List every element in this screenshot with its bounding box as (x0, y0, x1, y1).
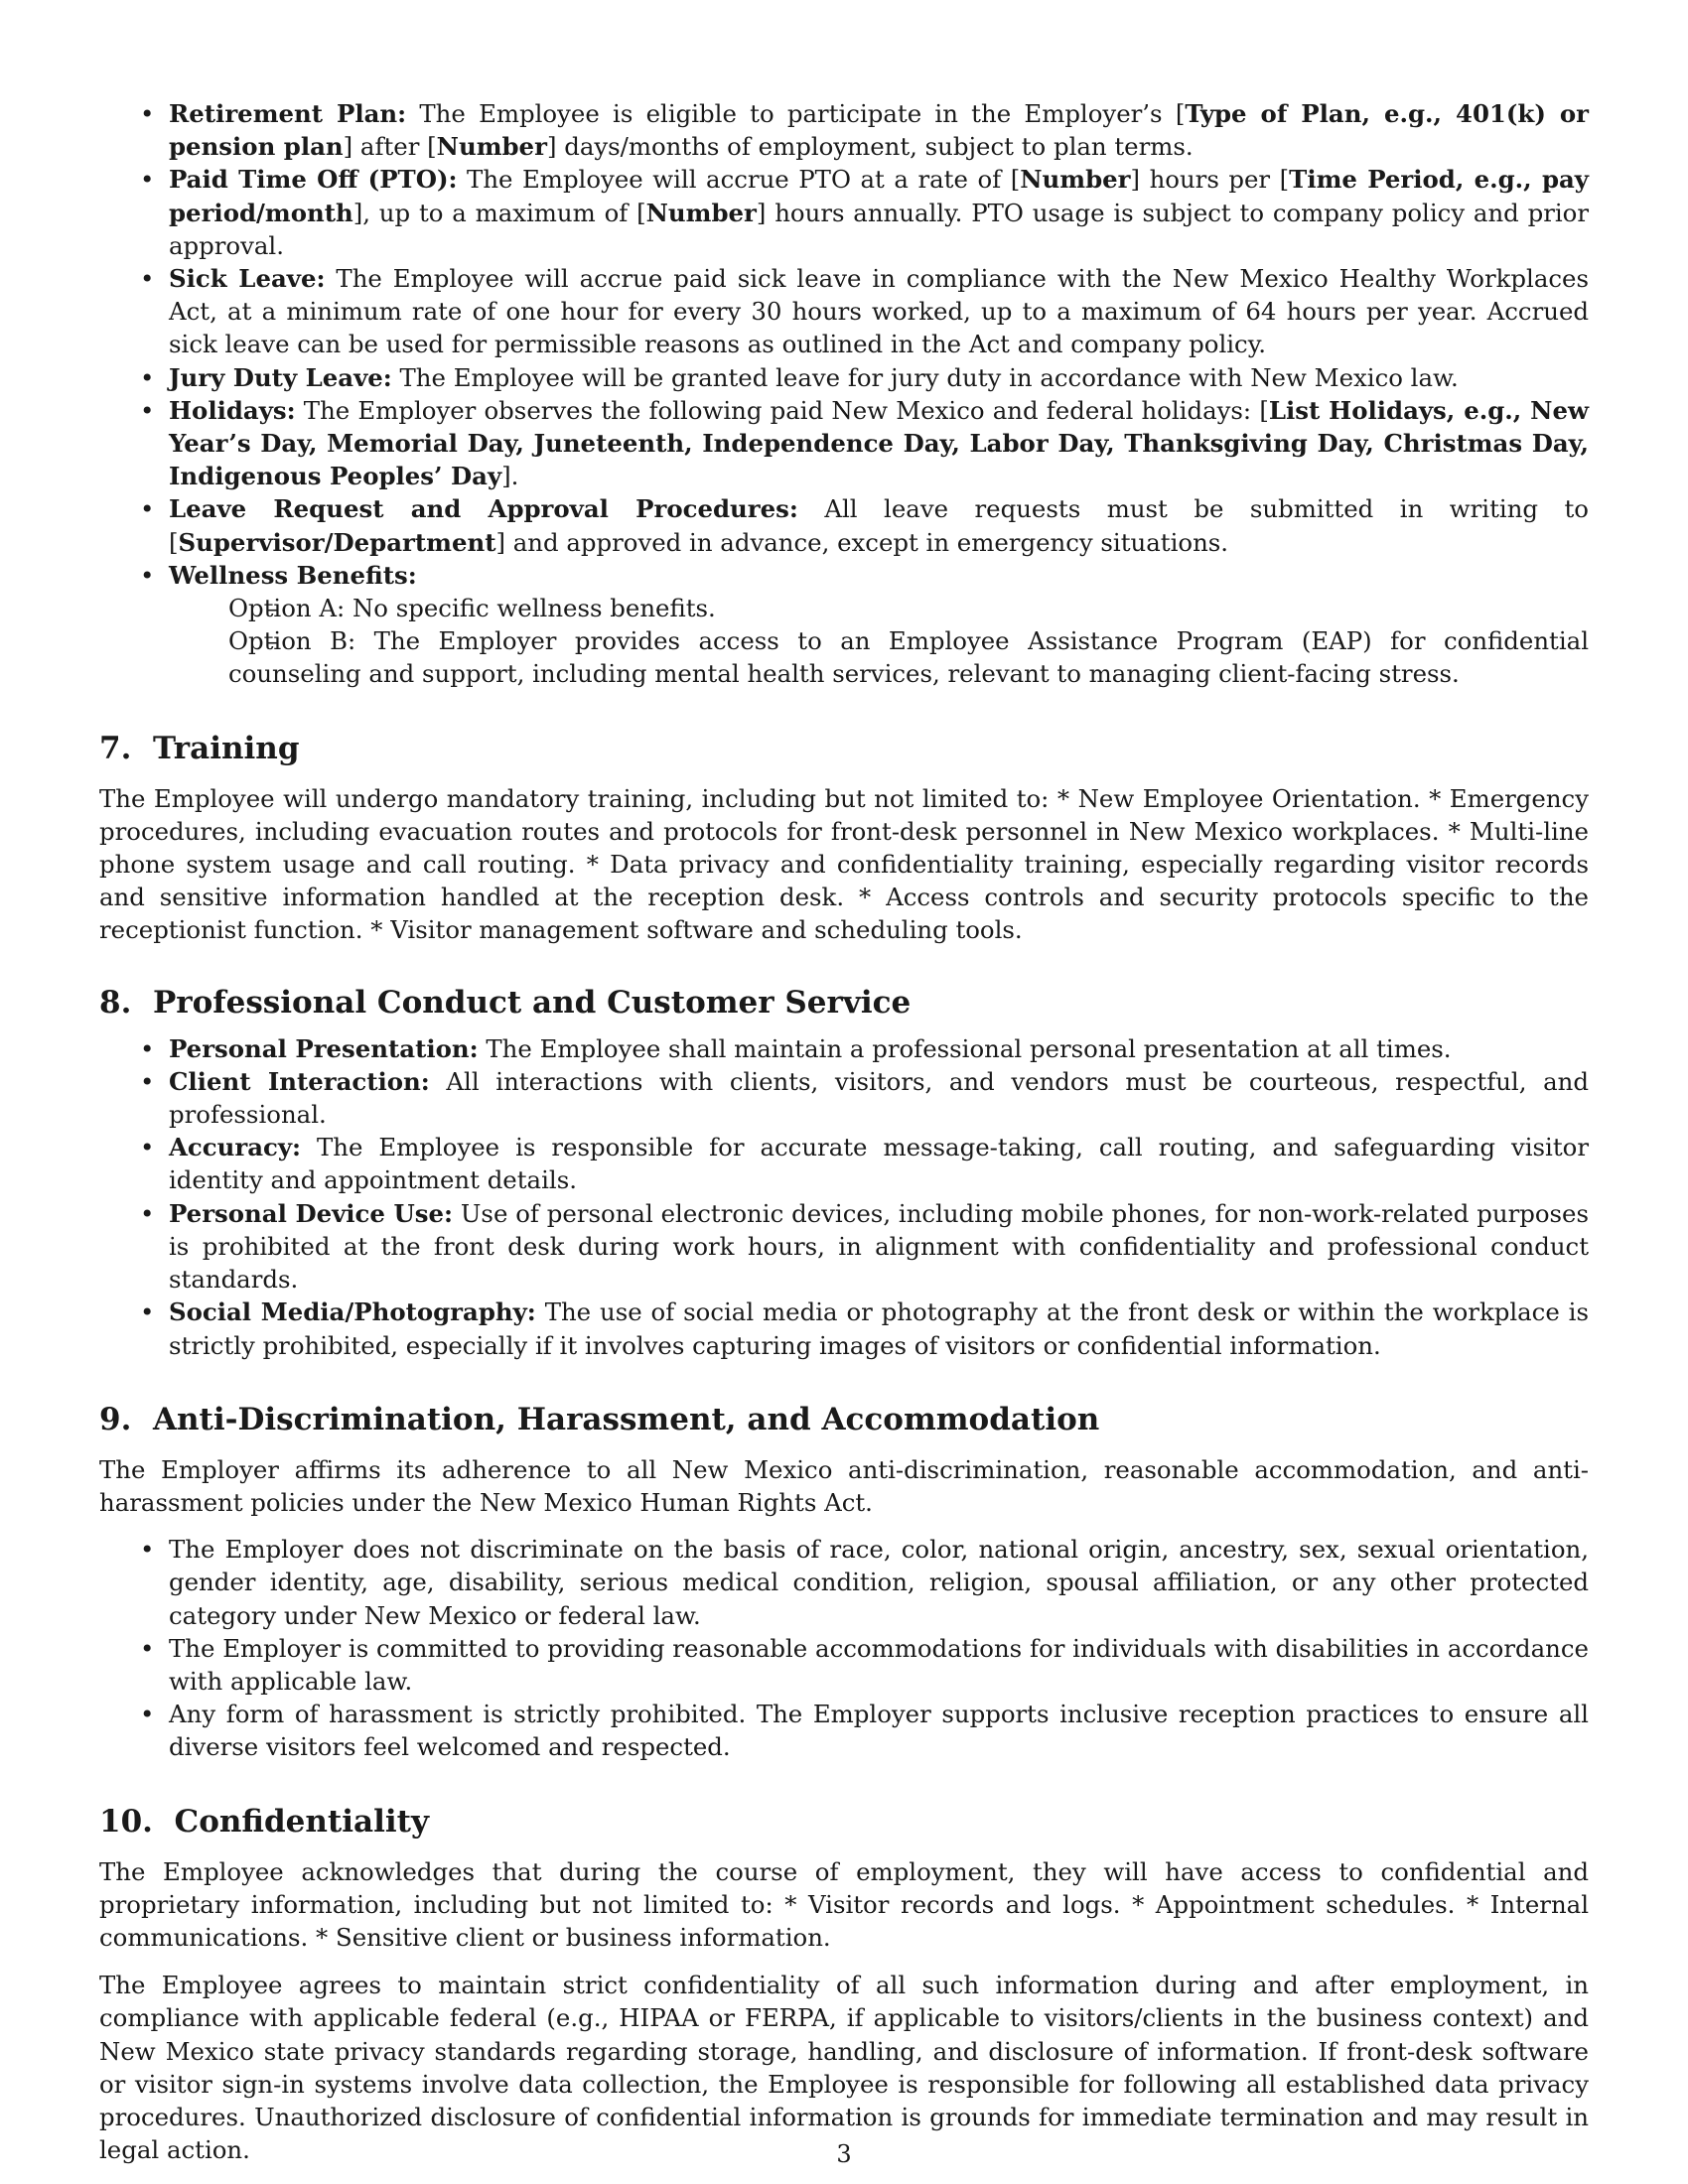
list-item-accuracy (99, 1131, 1589, 1196)
item-label: Paid Time Off (PTO): (169, 165, 458, 195)
section-heading-conduct (99, 983, 1589, 1023)
list-item-personal-device-use (99, 1197, 1589, 1297)
list-item: • Any form of harassment is strictly prohibited. The Employer supports inclusive reception practices to ensure all diverse visitors feel welcomed and respected. (99, 1698, 1589, 1763)
section-number: 8. (99, 984, 132, 1021)
list-item: • The Employer does not discriminate on the basis of race, color, national origin, ancestry, sex, sexual orientation, gender identity, age, disability, serious medical condition, religion, spousal affiliation, or any other protected category under New Mexico or federal law. (99, 1533, 1589, 1632)
item-label: Personal Presentation: (169, 1033, 479, 1063)
section-number: 7. (99, 730, 132, 766)
wellness-options (169, 592, 1589, 691)
placeholder-text: Time Period, e.g., pay period/month (169, 165, 1589, 227)
item-text: The Employee will accrue PTO at a rate of [ (457, 165, 1021, 195)
confidentiality-paragraph-2: The Employee agrees to maintain strict confidentiality of all such information during and after employment, in compliance with applicable federal (e.g., HIPAA or FERPA, if applicable to visitors/clients in the business context) and New Mexico state privacy standards regarding storage, handling, and disclosure of information. If front-desk software or visitor sign-in systems involve data collection, the Employee is responsible for following all established data privacy procedures. Unauthorized disclosure of confidential information is grounds for immediate termination and may result in legal action. (99, 1971, 1589, 2165)
item-text: Use of personal electronic devices, including mobile phones, for non-work-related purposes is prohibited at the front desk during work hours, in alignment with confidentiality and professional conduct standards. (169, 1198, 1589, 1295)
section-title: Professional Conduct and Customer Service (152, 984, 912, 1021)
list-item-social-media (99, 1296, 1589, 1361)
section-title: Anti-Discrimination, Harassment, and Accommodation (152, 1401, 1100, 1437)
item-text: The Employer observes the following paid New Mexico and federal holidays: [ (295, 395, 1269, 425)
item-text: All interactions with clients, visitors, and vendors must be courteous, respectful, and professional. (169, 1066, 1589, 1130)
item-text: ], up to a maximum of [ (352, 198, 646, 227)
placeholder-text: Number (645, 198, 757, 227)
item-label: Accuracy: (169, 1133, 302, 1162)
item-text: The Employee will accrue paid sick leave in compliance with the New Mexico Healthy Workplaces Act, at a minimum rate of one hour for every 30 hours worked, up to a maximum of 64 hours per year. Accrued sick leave can be used for permissible reasons as outlined in the Act and company policy. (169, 264, 1589, 359)
item-label: Wellness Benefits: (169, 560, 417, 590)
section-heading-training (99, 729, 1589, 768)
item-label: Social Media/Photography: (169, 1297, 536, 1327)
conduct-list (99, 1032, 1589, 1362)
list-item-wellness (99, 559, 1589, 691)
section-number: 10. (99, 1803, 153, 1840)
section-heading-confidentiality (99, 1802, 1589, 1842)
item-label: Holidays: (169, 395, 296, 425)
item-text: ] days/months of employment, subject to plan terms. (546, 132, 1194, 162)
page-number: 3 (836, 2140, 852, 2168)
list-item-retirement (99, 97, 1589, 163)
item-label: Sick Leave: (169, 264, 326, 294)
item-text: All leave requests must be submitted in writing to [ (169, 494, 1589, 557)
section-number: 9. (99, 1401, 132, 1437)
section-title: Training (152, 730, 300, 766)
item-label: Leave Request and Approval Procedures: (169, 494, 798, 524)
placeholder-text: Type of Plan, e.g., 401(k) or pension plan (169, 99, 1589, 162)
item-label: Jury Duty Leave: (169, 362, 392, 392)
list-item-personal-presentation (99, 1032, 1589, 1065)
placeholder-text: Number (1020, 165, 1131, 195)
placeholder-text: Supervisor/Department (178, 527, 496, 557)
list-item-holidays (99, 394, 1589, 493)
list-item-leave-request (99, 492, 1589, 558)
list-item-client-interaction (99, 1065, 1589, 1131)
item-text: ] hours per [ (1130, 165, 1290, 195)
anti-discrimination-intro: The Employer affirms its adherence to all New Mexico anti-discrimination, reasonable accommodation, and anti-harassment policies under the New Mexico Human Rights Act. (99, 1454, 1589, 1517)
item-label: Retirement Plan: (169, 99, 407, 128)
item-text: The Employee is responsible for accurate message-taking, call routing, and safeguarding visitor identity and appointment details. (169, 1133, 1589, 1195)
item-text: The use of social media or photography at the front desk or within the workplace is strictly prohibited, especially if it involves capturing images of visitors or confidential information. (169, 1297, 1589, 1360)
option-a: – Option A: No specific wellness benefits. (169, 592, 1589, 624)
list-item-sick-leave (99, 262, 1589, 361)
item-text: ]. (501, 462, 519, 491)
training-paragraph: The Employee will undergo mandatory training, including but not limited to: * New Employee Orientation. * Emergency procedures, including evacuation routes and protocols for front-desk personnel in New Mexico workplaces. * Multi-line phone system usage and call routing. * Data privacy and confidentiality training, especially regarding visitor records and sensitive information handled at the reception desk. * Access controls and security protocols specific to the receptionist function. * Visitor management software and scheduling tools. (99, 783, 1589, 945)
section-heading-anti-discrimination (99, 1400, 1589, 1439)
confidentiality-paragraph-1: The Employee acknowledges that during the course of employment, they will have access to confidential and proprietary information, including but not limited to: * Visitor records and logs. * Appointment schedules. * Internal communications. * Sensitive client or business information. (99, 1856, 1589, 1952)
item-text: The Employee is eligible to participate in the Employer’s [ (406, 99, 1186, 128)
item-label: Client Interaction: (169, 1066, 430, 1096)
placeholder-text: Number (436, 132, 547, 162)
item-text: ] hours annually. PTO usage is subject to company policy and prior approval. (169, 198, 1589, 260)
document-page (99, 97, 1589, 2166)
anti-discrimination-list (99, 1533, 1589, 1763)
benefits-list (99, 97, 1589, 691)
placeholder-text: List Holidays, e.g., New Year’s Day, Memorial Day, Juneteenth, Independence Day, Labor Day, Thanksgiving Day, Christmas Day, Indigenous Peoples’ Day (169, 395, 1589, 491)
list-item-jury-duty (99, 361, 1589, 394)
list-item-pto (99, 163, 1589, 262)
option-b: – Option B: The Employer provides access to an Employee Assistance Program (EAP) for confidential counseling and support, including mental health services, relevant to managing client-facing stress. (169, 624, 1589, 690)
list-item: • The Employer is committed to providing reasonable accommodations for individuals with disabilities in accordance with applicable law. (99, 1632, 1589, 1698)
item-text: The Employee shall maintain a professional personal presentation at all times. (478, 1033, 1452, 1063)
item-text: ] and approved in advance, except in emergency situations. (495, 527, 1229, 557)
item-text: The Employee will be granted leave for jury duty in accordance with New Mexico law. (391, 362, 1459, 392)
section-title: Confidentiality (174, 1803, 429, 1840)
item-text: ] after [ (343, 132, 437, 162)
item-label: Personal Device Use: (169, 1198, 454, 1228)
